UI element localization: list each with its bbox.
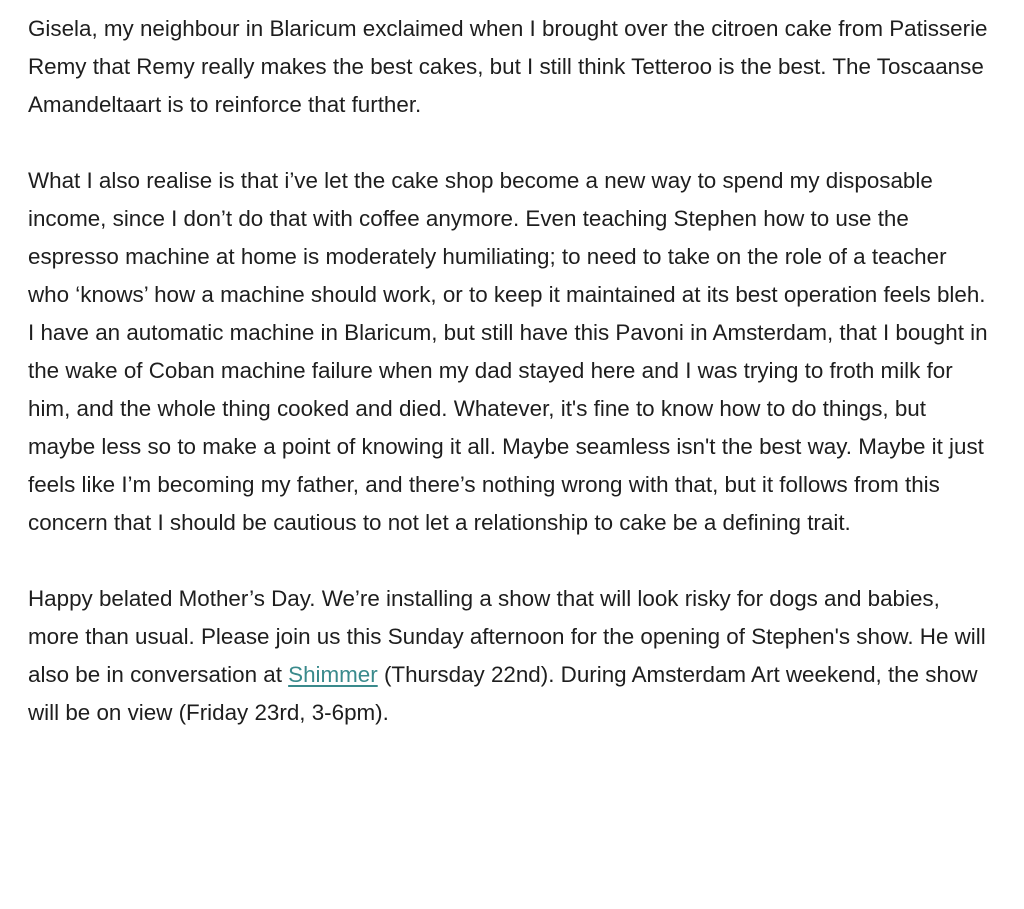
shimmer-link[interactable]: Shimmer — [288, 662, 378, 687]
paragraph-show-text-end: (Thursday 22nd). During Amsterdam Art weekend, the show will be on view (Friday 23rd, 3-6pm). — [28, 662, 978, 725]
paragraph-coffee: What I also realise is that i’ve let the cake shop become a new way to spend my disposable income, since I don’t do that with coffee anymore. Even teaching Stephen how to use the espresso machine at home is moderately humiliating; to need to take on the role of a teacher who ‘knows’ how a machine should work, or to keep it maintained at its best operation feels bleh. I have an automatic machine in Blaricum, but still have this Pavoni in Amsterdam, that I bought in the wake of Coban machine failure when my dad stayed here and I was trying to froth milk for him, and the whole thing cooked and died. Whatever, it's fine to know how to do things, but maybe less so to make a point of knowing it all. Maybe seamless isn't the best way. Maybe it just feels like I’m becoming my father, and there’s nothing wrong with that, but it follows from this concern that I should be cautious to not let a relationship to cake be a defining trait. — [28, 168, 988, 535]
paragraph-cakes: Gisela, my neighbour in Blaricum exclaimed when I brought over the citroen cake from Patisserie Remy that Remy really makes the best cakes, but I still think Tetteroo is the best. The Toscaanse Amandeltaart is to reinforce that further. — [28, 16, 988, 117]
paragraph-show — [28, 580, 988, 732]
article-body — [28, 10, 988, 732]
paragraph-show-text-start: Happy belated Mother’s Day. We’re installing a show that will look risky for dogs and babies, more than usual. Please join us this Sunday afternoon for the opening of Stephen's show. He will also be in conversation at — [28, 586, 986, 687]
